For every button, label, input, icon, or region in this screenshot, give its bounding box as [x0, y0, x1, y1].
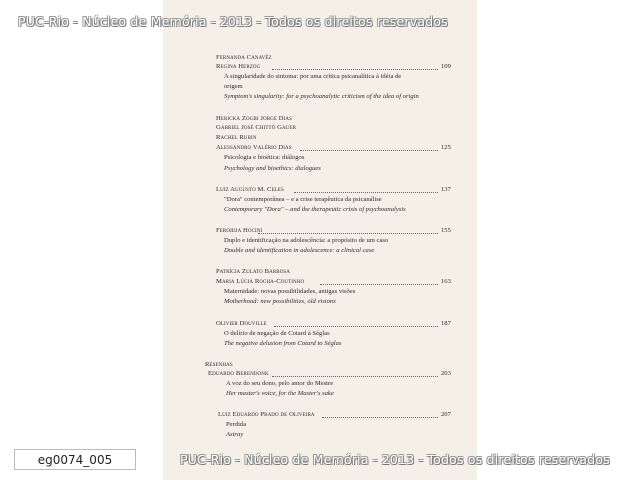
toc-title: Perdida [226, 421, 247, 428]
toc-page-number: 207 [441, 411, 451, 418]
toc-page-number: 203 [441, 370, 451, 377]
toc-translation: Symptom's singularity: for a psychoanalytic criticism of the idea of origin [224, 93, 419, 100]
toc-author: Feroidja Hocini [216, 227, 263, 234]
toc-translation: Astray [226, 431, 244, 438]
toc-leader-dots [322, 417, 438, 418]
toc-author: Rachel Rubin [216, 134, 257, 141]
toc-author: Luiz Augusto M. Celes [216, 186, 284, 193]
toc-page-number: 155 [441, 227, 451, 234]
toc-page-number: 163 [441, 278, 451, 285]
toc-translation: Contemporary "Dora" – and the therapeutic crisis of psychoanalysis [224, 206, 406, 213]
toc-author: Luiz Eduardo Prado de Oliveira [218, 411, 315, 418]
toc-translation: Psychology and bioethics: dialogues [224, 165, 321, 172]
toc-leader-dots [272, 376, 438, 377]
toc-author: Regina Herzog [216, 63, 261, 70]
watermark-bottom: PUC-Rio - Núcleo de Memória - 2013 - Todos os direitos reservados [180, 452, 610, 467]
toc-leader-dots [294, 192, 438, 193]
toc-translation: Her master's voice, for the Master's sake [226, 390, 334, 397]
toc-leader-dots [272, 69, 438, 70]
toc-title: A singularidade do sintoma: por uma crítica psicanalítica à idéia de [224, 73, 402, 80]
toc-author: Eduardo Berendonk [208, 370, 269, 377]
toc-leader-dots [300, 150, 438, 151]
toc-title: origem [224, 83, 243, 90]
watermark-top: PUC-Rio - Núcleo de Memória - 2013 - Todos os direitos reservados [18, 14, 448, 29]
toc-author: Patrícia Zulato Barbosa [216, 268, 290, 275]
section-heading: Resenhas [205, 361, 233, 368]
toc-author: Olivier Douville [216, 320, 267, 327]
toc-translation: The negative delusion from Cotard to Séglas [224, 340, 342, 347]
toc-author: Fernanda Canavêz [216, 54, 272, 61]
toc-leader-dots [320, 284, 438, 285]
toc-translation: Double and identification in adolescence: a clinical case [224, 247, 375, 254]
toc-title: Maternidade: novas possibilidades, antigas visões [224, 288, 356, 295]
toc-author: Hericka Zogbi Jorge Dias [216, 115, 292, 122]
toc-leader-dots [274, 326, 438, 327]
toc-page-number: 137 [441, 186, 451, 193]
toc-title: Psicologia e bioética: diálogos [224, 154, 305, 161]
toc-page-number: 187 [441, 320, 451, 327]
toc-translation: Motherhood: new possibilities, old visions [224, 298, 336, 305]
toc-title: A voz do seu dono, pelo amor do Mestre [226, 380, 334, 387]
toc-author: Gabriel José Chittó Gauer [216, 124, 297, 131]
toc-title: Duplo e identificação na adolescência: a propósito de um caso [224, 237, 389, 244]
toc-author: Alessandro Valério Dias [216, 144, 292, 151]
image-id-label: eg0074_005 [14, 449, 136, 470]
toc-page-number: 109 [441, 63, 451, 70]
toc-title: "Dora" contemporânea – e a crise terapêutica da psicanálise [224, 196, 382, 203]
toc-leader-dots [258, 233, 438, 234]
toc-title: O delírio de negação de Cotard à Séglas [224, 330, 330, 337]
toc-page-number: 125 [441, 144, 451, 151]
toc-author: Maria Lúcia Rocha-Coutinho [216, 278, 305, 285]
